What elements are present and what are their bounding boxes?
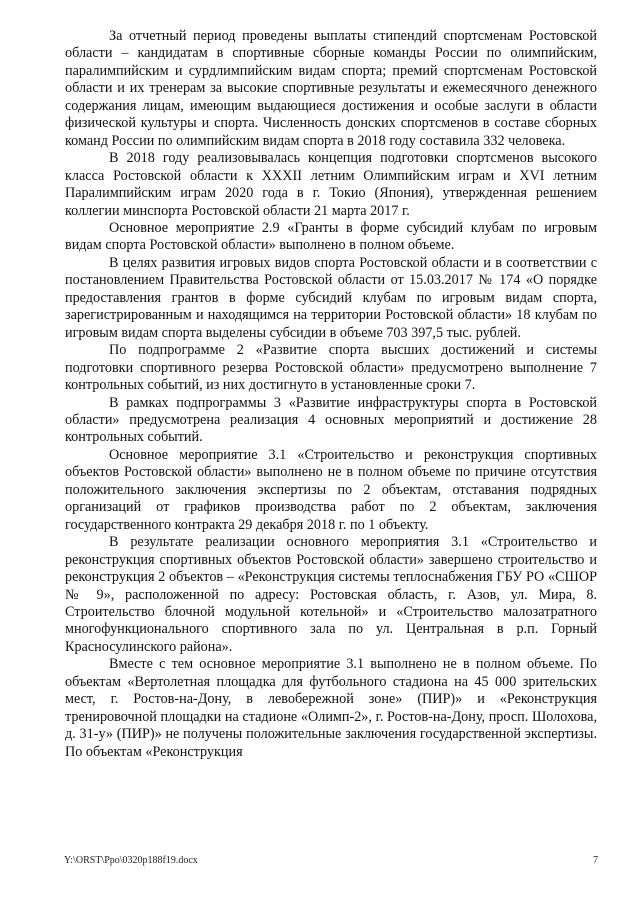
paragraph: Основное мероприятие 3.1 «Строительство и реконструкция спортивных объектов Ростовской области» выполнено не в полном объеме по причине отсутствия положительного заключения экспертизы по 2 объектам, отставания подрядных организаций от графиков производства работ по 2 объектам, заключения государственного контракта 29 декабря 2018 г. по 1 объекту. — [65, 446, 597, 533]
document-body — [65, 28, 597, 761]
paragraph: За отчетный период проведены выплаты стипендий спортсменам Ростовской области – кандидатам в спортивные сборные команды России по олимпийским, паралимпийским и сурдлимпийским видам спорта; премий спортсменам Ростовской области и их тренерам за высокие спортивные результаты и ежемесячного денежного содержания лицам, имеющим выдающиеся достижения и особые заслуги в области физической культуры и спорта. Численность донских спортсменов в составе сборных команд России по олимпийским видам спорта в 2018 году составила 332 человека. — [65, 28, 597, 149]
footer-file-path: Y:\ORST\Ppo\0320p188f19.docx — [64, 855, 198, 866]
paragraph: Вместе с тем основное мероприятие 3.1 выполнено не в полном объеме. По объектам «Вертолетная площадка для футбольного стадиона на 45 000 зрительских мест, г. Ростов-на-Дону, в левобережной зоне» (ПИР)» и «Реконструкция тренировочной площадки на стадионе «Олимп-2», г. Ростов-на-Дону, просп. Шолохова, д. 31-у» (ПИР)» не получены положительные заключения государственной экспертизы. По объектам «Реконструкция — [65, 656, 597, 760]
paragraph: Основное мероприятие 2.9 «Гранты в форме субсидий клубам по игровым видам спорта Ростовской области» выполнено в полном объеме. — [65, 219, 597, 254]
paragraph: По подпрограмме 2 «Развитие спорта высших достижений и системы подготовки спортивного резерва Ростовской области» предусмотрено выполнение 7 контрольных событий, из них достигнуто в установленные сроки 7. — [65, 342, 597, 394]
paragraph: В целях развития игровых видов спорта Ростовской области и в соответствии с постановлением Правительства Ростовской области от 15.03.2017 № 174 «О порядке предоставления грантов в форме субсидий клубам по игровым видам спорта, зарегистрированным и находящимся на территории Ростовской области» 18 клубам по игровым видам спорта выделены субсидии в объеме 703 397,5 тыс. рублей. — [65, 254, 597, 341]
paragraph: В результате реализации основного мероприятия 3.1 «Строительство и реконструкция спортивных объектов Ростовской области» завершено строительство и реконструкция 2 объектов – «Реконструкция системы теплоснабжения ГБУ РО «СШОР № 9», расположенной по адресу: Ростовская область, г. Азов, ул. Мира, 8. Строительство блочной модульной котельной» и «Строительство малозатратного многофункционального спортивного зала по ул. Центральная в р.п. Горный Красносулинского района». — [65, 534, 597, 655]
page-number: 7 — [593, 855, 598, 866]
paragraph: В 2018 году реализовывалась концепция подготовки спортсменов высокого класса Ростовской области к XXXII летним Олимпийским играм и XVI летним Паралимпийским играм 2020 года в г. Токио (Япония), утвержденная решением коллегии минспорта Ростовской области 21 марта 2017 г. — [65, 150, 597, 219]
paragraph: В рамках подпрограммы 3 «Развитие инфраструктуры спорта в Ростовской области» предусмотрена реализация 4 основных мероприятий и достижение 28 контрольных событий. — [65, 394, 597, 446]
